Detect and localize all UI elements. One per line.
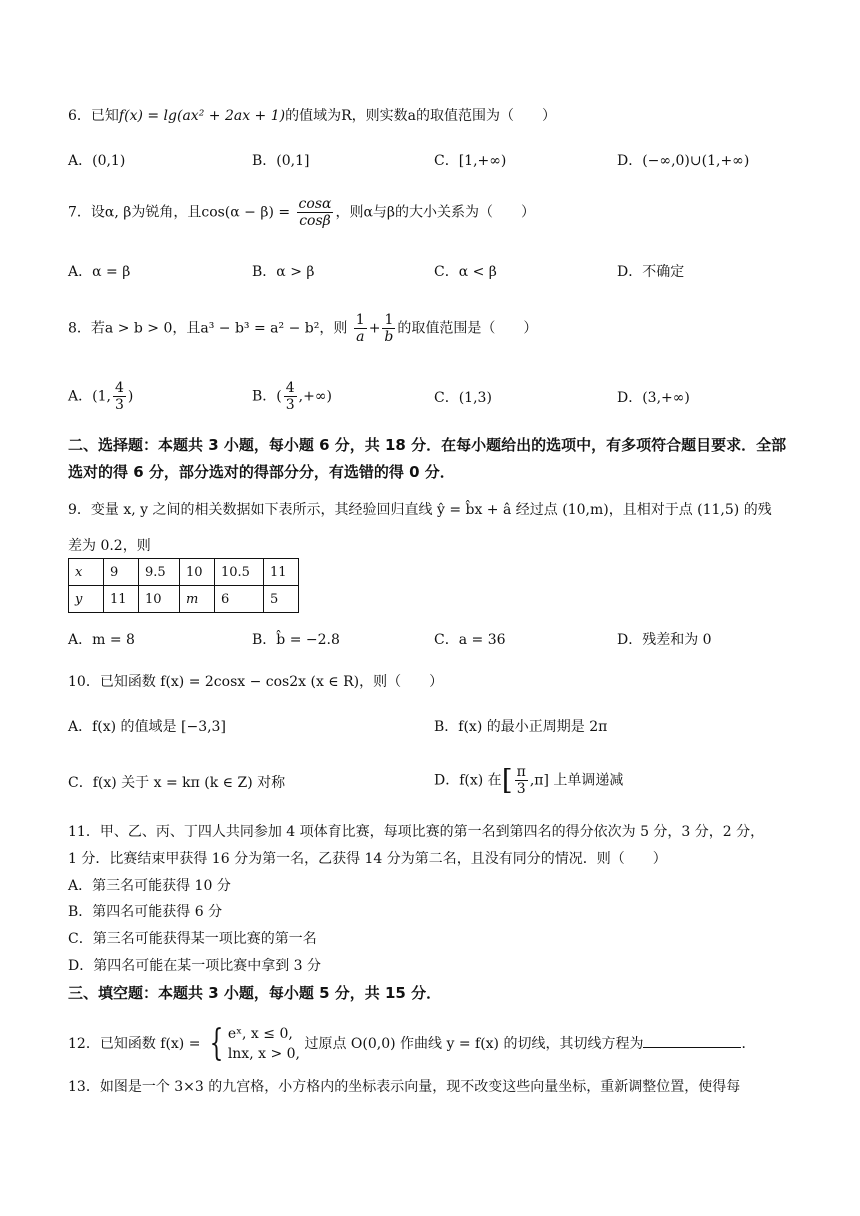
- q6-option-a: A．(0,1): [68, 153, 126, 169]
- q9-stem-line-1: 9．变量 x, y 之间的相关数据如下表所示，其经验回归直线 ŷ = b̂x + â 经过点 (10,m)，且相对于点 (11,5) 的残: [68, 502, 772, 518]
- table-cell: 10: [180, 559, 215, 586]
- q8-stem: [68, 312, 537, 345]
- q6-option-c: C．[1,+∞): [434, 153, 507, 169]
- q9-stem-line-2: 差为 0.2，则: [68, 538, 151, 554]
- q12-stem-prefix: 12．已知函数 f(x) =: [68, 1036, 201, 1052]
- q12-piecewise: [228, 1024, 300, 1064]
- q6-stem-prefix: 6．已知: [68, 108, 119, 124]
- q7-option-b: B．α > β: [252, 264, 315, 280]
- table-cell: 9.5: [139, 559, 180, 586]
- q10-stem: 10．已知函数 f(x) = 2cosx − cos2x (x ∈ R)，则（ ）: [68, 674, 444, 690]
- q8-option-a-fraction: [113, 380, 126, 413]
- q9-option-a: A．m = 8: [68, 632, 135, 648]
- q11-option-d: D．第四名可能在某一项比赛中拿到 3 分: [68, 958, 322, 974]
- table-cell: 9: [104, 559, 139, 586]
- q8-option-a-suffix: ): [127, 388, 134, 405]
- q10-option-d-bracket: [: [501, 763, 513, 797]
- q7-option-a: A．α = β: [68, 264, 131, 280]
- q12-case-1: eˣ, x ≤ 0,: [227, 1026, 293, 1042]
- q8-frac1-den: a: [356, 329, 365, 345]
- q9-option-d: D．残差和为 0: [617, 632, 712, 648]
- q8-frac2-num: 1: [384, 312, 394, 328]
- q8-option-b-suffix: ,+∞): [298, 388, 332, 405]
- q12-end: ．: [741, 1036, 756, 1052]
- q8-stem-prefix: 8．若a > b > 0，且a³ − b³ = a² − b²，则: [68, 320, 348, 337]
- section-3-heading: 三、填空题：本题共 3 小题，每小题 5 分，共 15 分．: [68, 984, 442, 1002]
- table-cell: 11: [264, 559, 299, 586]
- q9-option-c: C．a = 36: [434, 632, 506, 648]
- q8-frac1-num: 1: [355, 312, 365, 328]
- q12-answer-blank[interactable]: [643, 1033, 741, 1048]
- q9-data-table: [68, 558, 299, 613]
- q8-option-b-fraction: [284, 380, 297, 413]
- q11-option-a: A．第三名可能获得 10 分: [68, 878, 231, 894]
- q8-frac2-den: b: [384, 329, 394, 345]
- q8-stem-suffix: 的取值范围是（ ）: [397, 320, 538, 337]
- q10-option-b: B．f(x) 的最小正周期是 2π: [434, 719, 608, 735]
- q12-stem-suffix: 过原点 O(0,0) 作曲线 y = f(x) 的切线，其切线方程为: [304, 1036, 644, 1052]
- table-cell: 5: [264, 586, 299, 613]
- q11-stem-line-2: 1 分．比赛结束甲获得 16 分为第一名，乙获得 14 分为第二名，且没有同分的情况．则（ ）: [68, 851, 667, 867]
- q10-option-a: A．f(x) 的值域是 [−3,3]: [68, 719, 226, 735]
- q8-fraction-2: [382, 312, 395, 345]
- q8-fraction-1: [354, 312, 367, 345]
- table-cell: y: [69, 586, 104, 613]
- table-cell: 10: [139, 586, 180, 613]
- q7-option-c: C．α < β: [434, 264, 497, 280]
- q7-stem-suffix: ，则α与β的大小关系为（ ）: [335, 204, 536, 221]
- q7-stem-prefix: 7．设α, β为锐角，且cos(α − β) =: [68, 204, 291, 221]
- q6-option-d: D．(−∞,0)∪(1,+∞): [617, 153, 750, 169]
- q7-frac-den: cosβ: [299, 213, 331, 229]
- q12-stem: [68, 1024, 755, 1064]
- q11-option-b: B．第四名可能获得 6 分: [68, 904, 223, 920]
- q10-option-d: [434, 764, 623, 797]
- table-cell: 10.5: [215, 559, 264, 586]
- q6-function: f(x) = lg(ax² + 2ax + 1): [118, 108, 286, 124]
- q12-case-2: lnx, x > 0,: [227, 1046, 300, 1062]
- q10-option-d-suffix: ,π] 上单调递减: [529, 772, 624, 789]
- table-cell: 11: [104, 586, 139, 613]
- q8-plus: +: [368, 320, 381, 337]
- q8-option-b-den: 3: [285, 397, 295, 413]
- q6-option-b: B．(0,1]: [252, 153, 310, 169]
- q11-stem-line-1: 11．甲、乙、丙、丁四人共同参加 4 项体育比赛，每项比赛的第一名到第四名的得分依次为 5 分，3 分，2 分，: [68, 824, 765, 840]
- q10-option-d-num: π: [516, 764, 526, 780]
- table-cell: m: [180, 586, 215, 613]
- q10-option-d-fraction: [515, 764, 528, 797]
- q6-stem-suffix: 的值域为R，则实数a的取值范围为（ ）: [285, 108, 556, 124]
- q9-option-b: B．b̂ = −2.8: [252, 632, 340, 648]
- q8-option-b: [252, 380, 332, 413]
- q7-stem: [68, 196, 535, 229]
- q8-option-b-prefix: B．(: [252, 388, 282, 405]
- q10-option-d-prefix: D．f(x) 在: [434, 772, 502, 789]
- q7-option-d: D．不确定: [617, 264, 685, 280]
- q10-option-d-den: 3: [516, 781, 526, 797]
- q7-fraction: [297, 196, 334, 229]
- q8-option-b-num: 4: [285, 380, 295, 396]
- q8-option-d: D．(3,+∞): [617, 390, 690, 406]
- table-row: [69, 586, 299, 613]
- q8-option-a: [68, 380, 133, 413]
- q8-option-a-num: 4: [114, 380, 124, 396]
- q13-stem: 13．如图是一个 3×3 的九宫格，小方格内的坐标表示向量，现不改变这些向量坐标，重新调整位置，使得每: [68, 1079, 741, 1095]
- q8-option-c: C．(1,3): [434, 390, 492, 406]
- q8-option-a-den: 3: [114, 397, 124, 413]
- section-2-heading: 二、选择题：本题共 3 小题，每小题 6 分，共 18 分．在每小题给出的选项中，有多项符合题目要求．全部选对的得 6 分，部分选对的得部分分，有选错的得 0 分．: [68, 436, 787, 481]
- left-brace-icon: {: [209, 1023, 224, 1064]
- table-cell: x: [69, 559, 104, 586]
- table-row: [69, 559, 299, 586]
- q7-frac-num: cosα: [298, 196, 332, 212]
- q8-option-a-prefix: A．(1,: [68, 388, 111, 405]
- q10-option-c: C．f(x) 关于 x = kπ (k ∈ Z) 对称: [68, 775, 286, 791]
- table-cell: 6: [215, 586, 264, 613]
- q6-stem: [68, 106, 556, 126]
- q11-option-c: C．第三名可能获得某一项比赛的第一名: [68, 931, 317, 947]
